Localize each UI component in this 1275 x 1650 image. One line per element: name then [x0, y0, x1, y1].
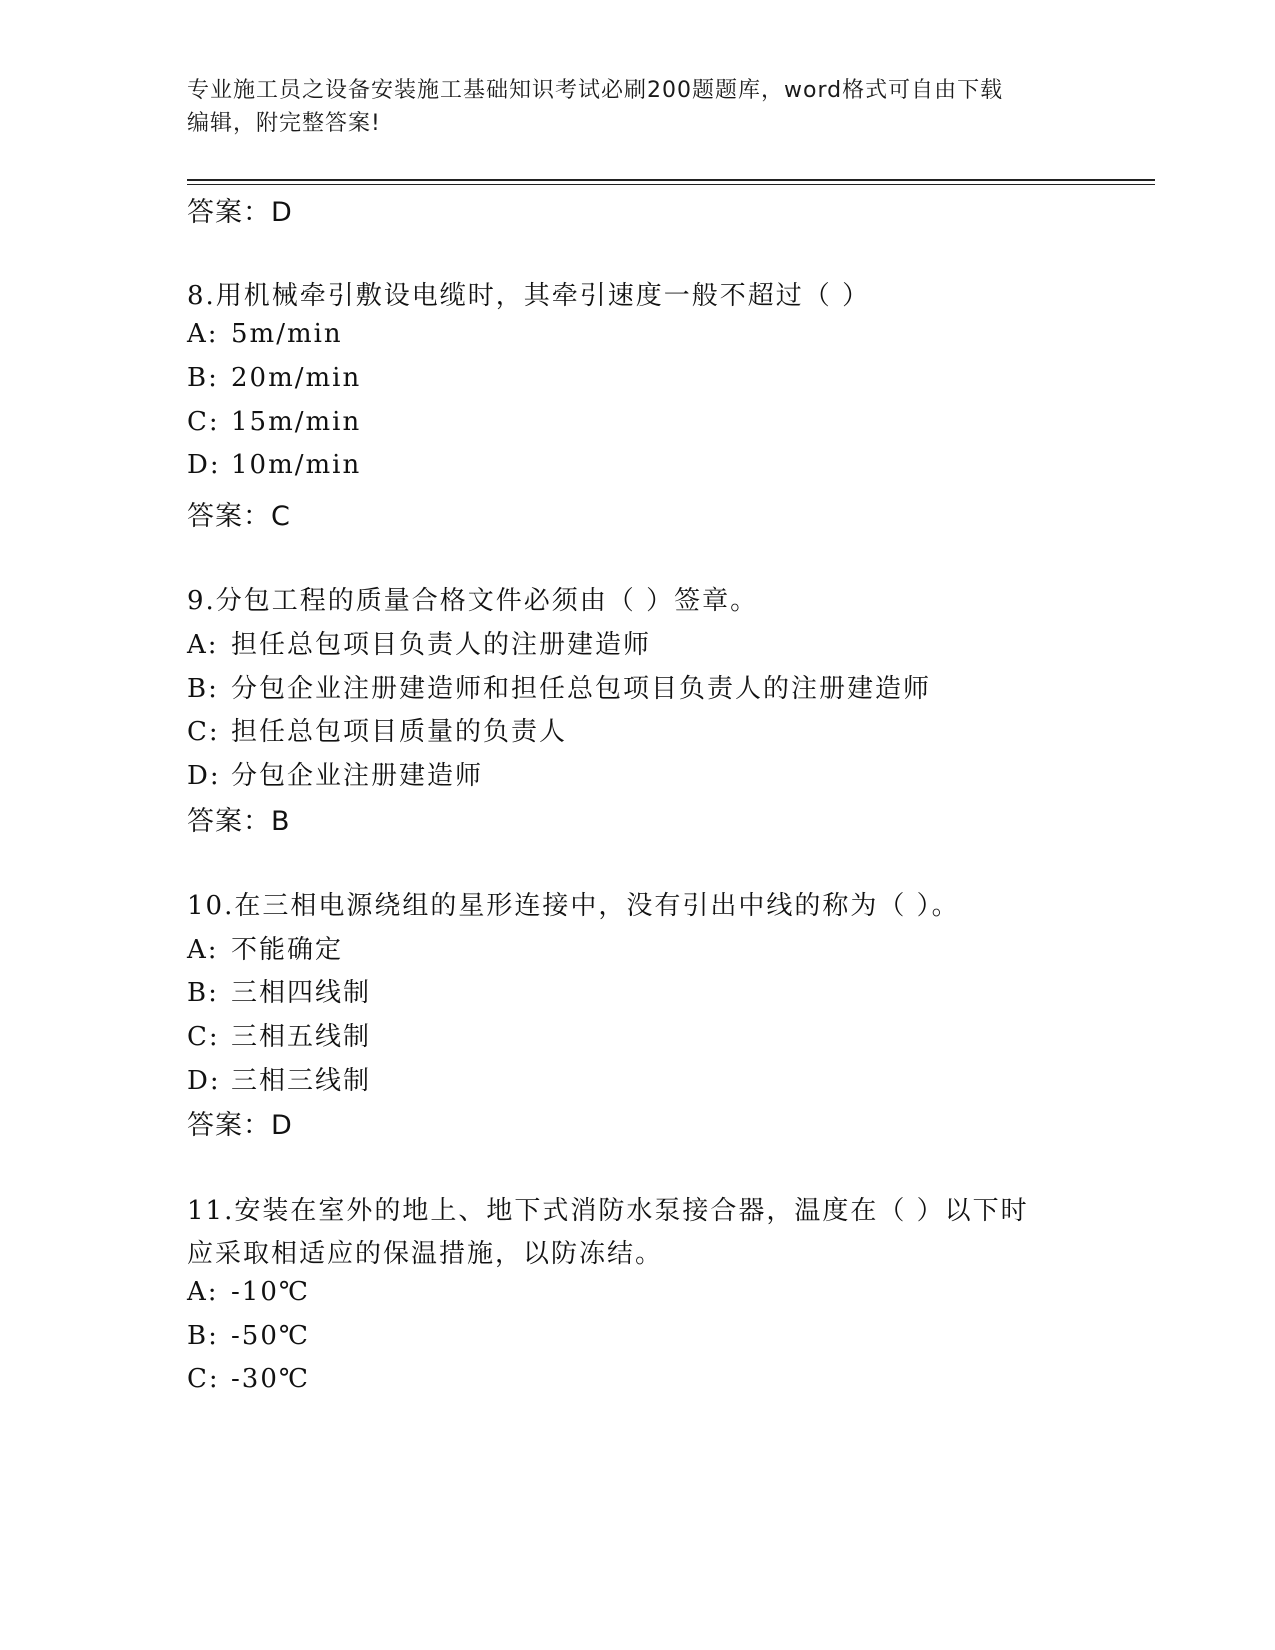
question-11-title-line-2: 应采取相适应的保温措施，以防冻结。	[187, 1239, 664, 1269]
question-11-option-a: A: -10℃	[187, 1277, 310, 1307]
header-line-1: 专业施工员之设备安装施工基础知识考试必刷200题题库，word格式可自由下载	[187, 78, 1004, 103]
question-9-title: 9.分包工程的质量合格文件必须由（ ）签章。	[187, 586, 759, 616]
question-10-option-b: B: 三相四线制	[187, 978, 372, 1008]
question-10-answer: 答案：D	[187, 1110, 293, 1141]
question-10-option-c: C: 三相五线制	[187, 1022, 372, 1052]
previous-answer: 答案：D	[187, 197, 293, 228]
question-8-title: 8.用机械牵引敷设电缆时，其牵引速度一般不超过（ ）	[187, 281, 871, 311]
question-9-option-d: D: 分包企业注册建造师	[187, 761, 484, 791]
question-11-option-b: B: -50℃	[187, 1321, 310, 1351]
question-9-option-a: A: 担任总包项目负责人的注册建造师	[187, 630, 652, 660]
question-9-option-c: C: 担任总包项目质量的负责人	[187, 717, 568, 747]
question-8-option-a: A: 5m/min	[187, 319, 343, 349]
document-header	[187, 74, 1087, 140]
question-8-answer: 答案：C	[187, 501, 291, 532]
header-line-2: 编辑，附完整答案!	[187, 111, 381, 136]
question-10-option-a: A: 不能确定	[187, 935, 344, 965]
question-9-option-b: B: 分包企业注册建造师和担任总包项目负责人的注册建造师	[187, 674, 932, 704]
question-11-title-line-1: 11.安装在室外的地上、地下式消防水泵接合器，温度在（ ）以下时	[187, 1196, 1029, 1226]
header-rule-thin	[187, 184, 1155, 185]
question-10-option-d: D: 三相三线制	[187, 1066, 372, 1096]
question-8-option-b: B: 20m/min	[187, 363, 362, 393]
question-10-title: 10.在三相电源绕组的星形连接中，没有引出中线的称为（ ）。	[187, 891, 960, 921]
question-8-option-c: C: 15m/min	[187, 407, 362, 437]
question-9-answer: 答案：B	[187, 806, 291, 837]
header-rule-thick	[187, 179, 1155, 181]
question-11-option-c: C: -30℃	[187, 1364, 310, 1394]
question-8-option-d: D: 10m/min	[187, 450, 362, 480]
